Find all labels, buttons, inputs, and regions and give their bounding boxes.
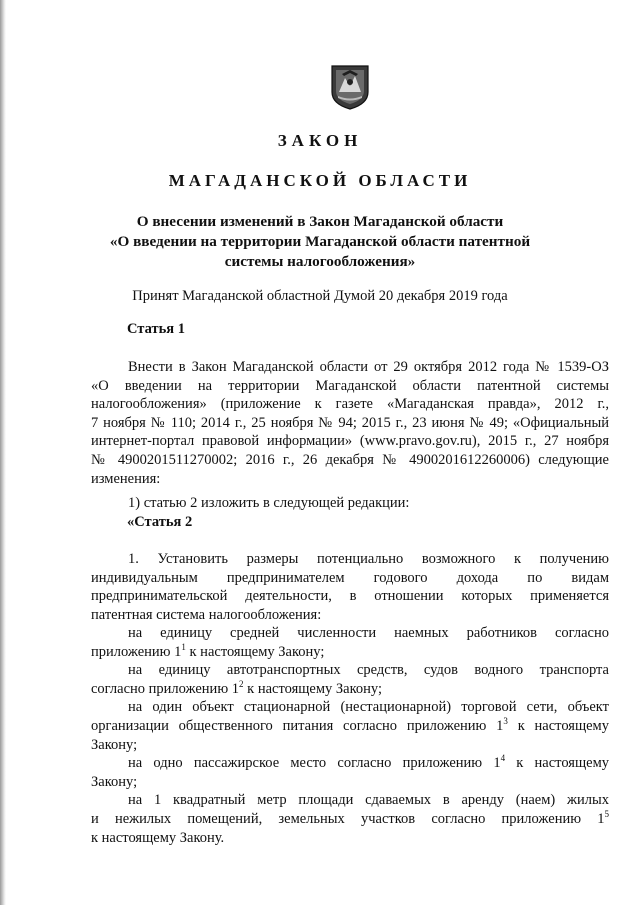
text-line: на единицу средней численности наемных работников согласно	[128, 625, 609, 641]
text-line: патентная система налогообложения:	[91, 606, 322, 623]
text-line: на один объект стационарной (нестационарной) торговой сети, объект	[128, 699, 609, 716]
law-subject	[0, 212, 640, 272]
activity-type-list	[91, 624, 609, 847]
subject-line: О внесении изменений в Закон Магаданской области	[136, 213, 504, 230]
text-line: организации общественного питания согласно приложению $1^3$ к настоящему	[91, 716, 609, 734]
text-line: № 4900201511270002; 2016 г., 26 декабря № 4900201612260006) следующие	[91, 451, 609, 468]
subject-line: системы налогообложения»	[224, 253, 416, 270]
text-line: индивидуальным предпринимателем годового дохода по видам	[91, 569, 609, 586]
adoption-note: Принят Магаданской областной Думой 20 декабря 2019 года	[132, 288, 508, 304]
text-line: согласно приложению $1^2$ к настоящему Закону;	[91, 678, 383, 697]
text-line: изменения:	[91, 470, 161, 487]
text-line: на 1 квадратный метр площади сдаваемых в аренду (наем) жилых	[128, 792, 609, 809]
item-1: 1) статью 2 изложить в следующей редакции:	[128, 495, 410, 511]
region-title: МАГАДАНСКОЙ ОБЛАСТИ	[168, 171, 472, 190]
text-line: Внести в Закон Магаданской области от 29 октября 2012 года № 1539-ОЗ	[128, 359, 609, 375]
text-line: налогообложения» (приложение к газете «Магаданская правда», 2012 г.,	[91, 396, 609, 413]
law-title: ЗАКОН	[277, 131, 363, 150]
text-line: 7 ноября № 110; 2014 г., 25 ноября № 94; 2015 г., 23 июня № 49; «Официальный	[91, 414, 609, 431]
text-line: «О введении на территории Магаданской области патентной системы	[91, 377, 609, 394]
text-line: к настоящему Закону.	[91, 829, 225, 846]
subject-line: «О введении на территории Магаданской области патентной	[109, 233, 531, 250]
text-line: на одно пассажирское место согласно приложению $1^4$ к настоящему	[128, 753, 609, 772]
text-line: на единицу автотранспортных средств, судов водного транспорта	[128, 662, 609, 679]
text-line: и нежилых помещений, земельных участков согласно приложению $1^5$	[91, 809, 609, 827]
text-line: Закону;	[91, 736, 138, 753]
quoted-article-heading: «Статья 2	[127, 514, 193, 530]
article-1-heading: Статья 1	[127, 321, 185, 337]
text-line: Закону;	[91, 773, 138, 790]
text-line: предпринимательской деятельности, в отношении которых применяется	[91, 588, 609, 605]
text-line: 1. Установить размеры потенциально возможного к получению	[128, 551, 609, 567]
text-line: интернет-портал правовой информации» (www.pravo.gov.ru), 2015 г., 27 ноября	[91, 433, 609, 450]
coat-of-arms-icon	[329, 62, 371, 110]
point-1	[91, 550, 609, 624]
article-1-intro	[91, 358, 609, 488]
text-line: приложению $1^1$ к настоящему Закону;	[91, 641, 325, 660]
